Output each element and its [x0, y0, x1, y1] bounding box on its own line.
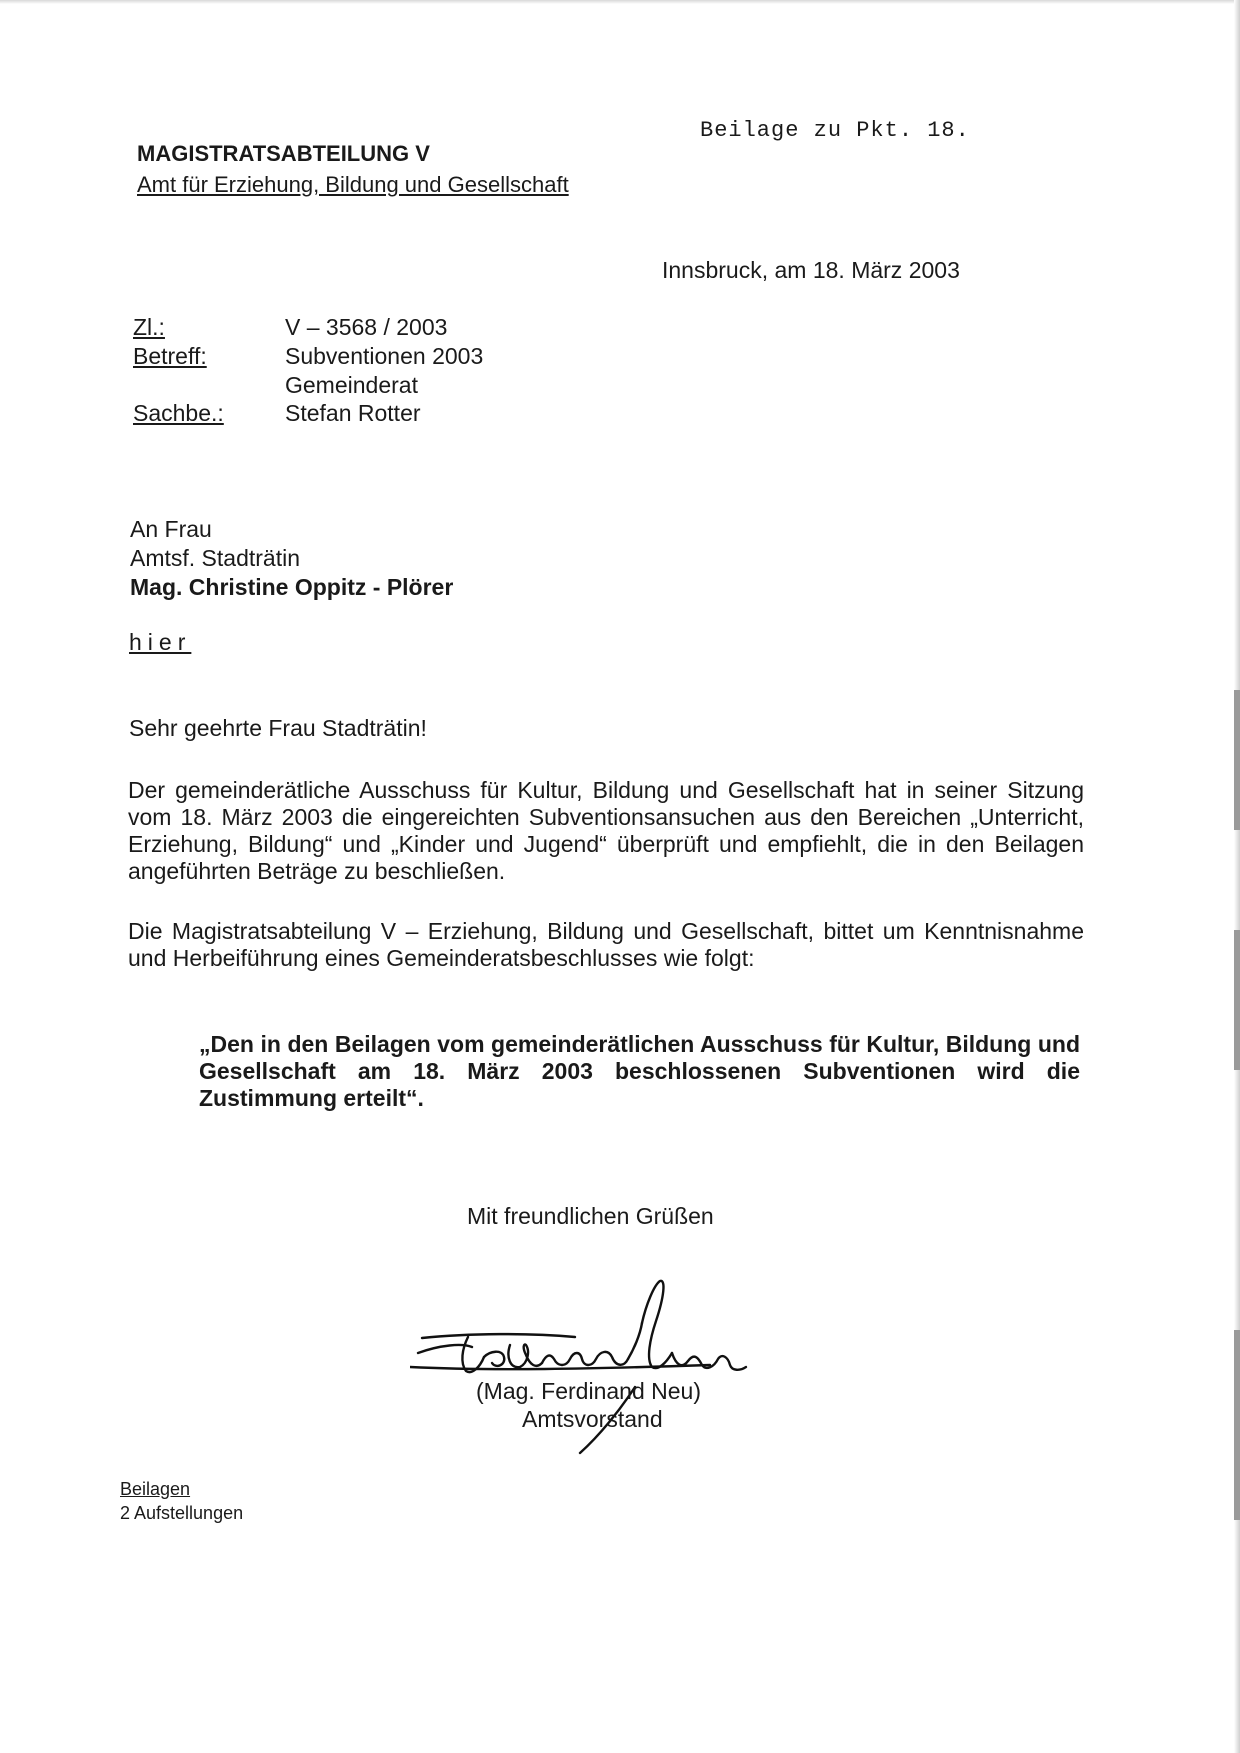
body-paragraph-2: Die Magistratsabteilung V – Erziehung, Bildung und Gesellschaft, bittet um Kenntnisnahme und Herbeiführung eines Gemeinderatsbeschlusses wie folgt: [128, 918, 1084, 971]
subject-line-2: Gemeinderat [285, 372, 418, 398]
enclosures-value: 2 Aufstellungen [120, 1503, 244, 1523]
closing-greeting: Mit freundlichen Grüßen [467, 1203, 714, 1229]
clerk-label: Sachbe.: [133, 400, 224, 426]
body-paragraph-1: Der gemeinderätliche Ausschuss für Kultur, Bildung und Gesellschaft hat in seiner Sitzung vom 18. März 2003 die eingereichten Subventionsansuchen aus den Bereichen „Unterricht, Erziehung, Bildung“ und „Kinder und Jugend“ überprüft und empfiehlt, die in den Beilagen angeführten Beträge zu beschließen. [128, 777, 1084, 884]
scan-edge-top [0, 0, 1240, 4]
department-title: MAGISTRATSABTEILUNG V [137, 141, 430, 166]
recipient-line-2: Amtsf. Stadträtin [130, 545, 301, 571]
reference-number-label: Zl.: [133, 314, 165, 340]
recipient-line-1: An Frau [130, 516, 212, 542]
scan-mark [1234, 930, 1240, 1070]
office-name: Amt für Erziehung, Bildung und Gesellschaft [137, 172, 569, 197]
subject-line-1: Subventionen 2003 [285, 343, 484, 369]
scan-mark [1234, 1330, 1240, 1520]
resolution-text: „Den in den Beilagen vom gemeinderätlichen Ausschuss für Kultur, Bildung und Gesellschaft am 18. März 2003 beschlossenen Subventionen wird die Zustimmung erteilt“. [199, 1031, 1080, 1111]
attachment-stamp: Beilage zu Pkt. 18. [700, 118, 970, 143]
signer-role: Amtsvorstand [522, 1406, 663, 1432]
enclosures-label: Beilagen [120, 1479, 191, 1499]
salutation: Sehr geehrte Frau Stadträtin! [129, 715, 427, 741]
signer-name: (Mag. Ferdinand Neu) [476, 1378, 701, 1404]
clerk-value: Stefan Rotter [285, 400, 421, 426]
place-date: Innsbruck, am 18. März 2003 [662, 257, 960, 283]
scan-mark [1234, 690, 1240, 830]
recipient-name: Mag. Christine Oppitz - Plörer [130, 574, 454, 600]
recipient-location: hier [129, 629, 192, 655]
subject-label: Betreff: [133, 343, 207, 369]
reference-number-value: V – 3568 / 2003 [285, 314, 448, 340]
